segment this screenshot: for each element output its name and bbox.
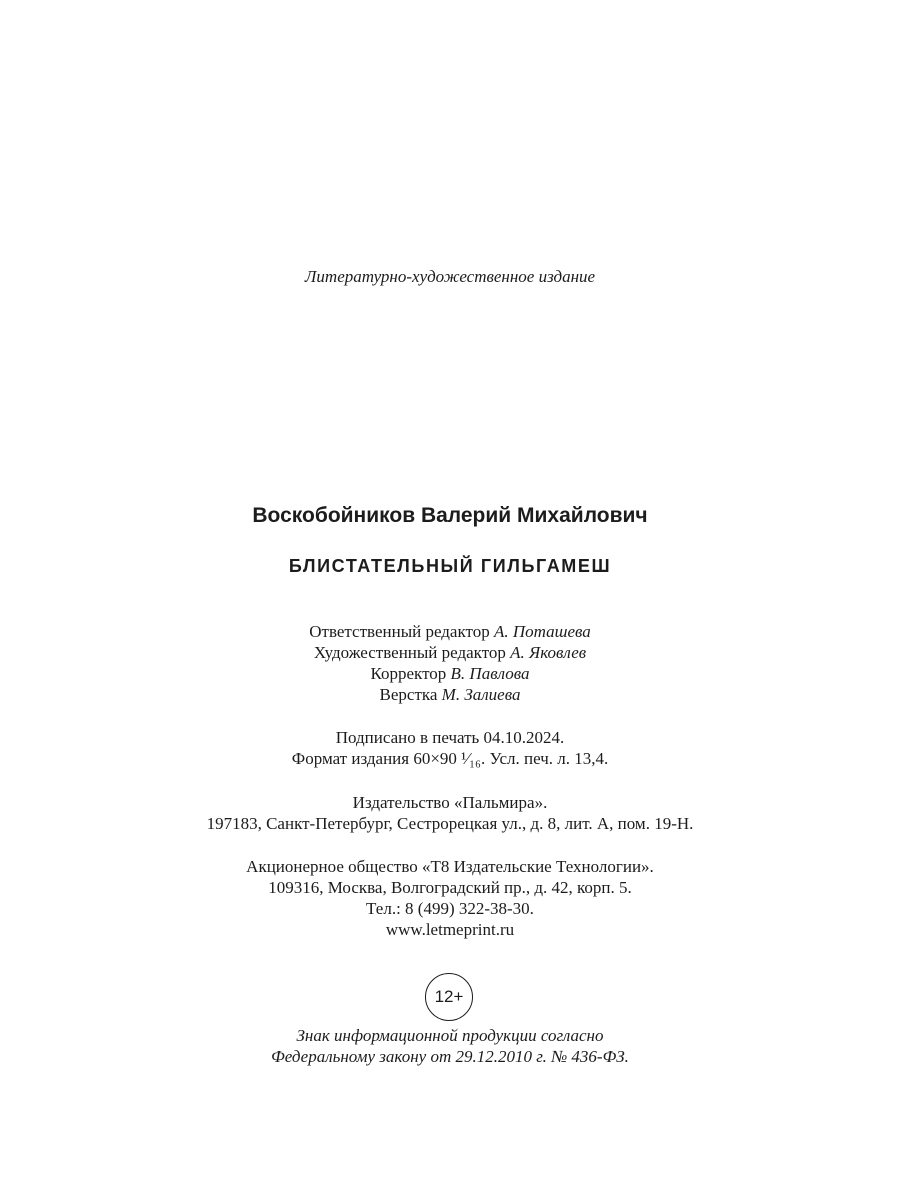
credit-line xyxy=(0,642,900,663)
printer-website: www.letmeprint.ru xyxy=(385,920,515,939)
credit-role: Художественный редактор xyxy=(313,643,511,662)
author-name: Воскобойников Валерий Михайлович xyxy=(252,504,648,527)
credit-person: В. Павлова xyxy=(450,664,530,683)
series-label: Литературно-художественное издание xyxy=(304,267,596,286)
print-signed: Подписано в печать 04.10.2024. xyxy=(335,728,565,747)
printer-address: 109316, Москва, Волгоградский пр., д. 42, корп. 5. xyxy=(268,878,632,897)
credit-role: Корректор xyxy=(370,664,451,683)
book-title: БЛИСТАТЕЛЬНЫЙ ГИЛЬГАМЕШ xyxy=(288,556,612,576)
credit-line xyxy=(0,621,900,642)
print-format: Формат издания 60×90 ¹⁄₁₆. Усл. печ. л. 13,4. xyxy=(291,749,609,768)
credit-person: А. Яковлев xyxy=(510,643,587,662)
credit-person: М. Залиева xyxy=(441,685,521,704)
age-rating-badge: 12+ xyxy=(425,973,473,1021)
credit-role: Ответственный редактор xyxy=(309,622,494,641)
age-notice-line: Знак информационной продукции согласно xyxy=(296,1026,604,1045)
credit-line xyxy=(0,684,900,705)
publisher-address: 197183, Санкт-Петербург, Сестрорецкая ул., д. 8, лит. А, пом. 19-Н. xyxy=(206,814,694,833)
age-notice-line: Федеральному закону от 29.12.2010 г. № 436-ФЗ. xyxy=(271,1047,629,1066)
publisher-name: Издательство «Пальмира». xyxy=(352,793,548,812)
credit-line xyxy=(0,663,900,684)
printer-name: Акционерное общество «Т8 Издательские Технологии». xyxy=(246,857,654,876)
printer-phone: Тел.: 8 (499) 322-38-30. xyxy=(366,899,534,918)
credit-person: А. Поташева xyxy=(493,622,591,641)
credit-role: Верстка xyxy=(379,685,442,704)
